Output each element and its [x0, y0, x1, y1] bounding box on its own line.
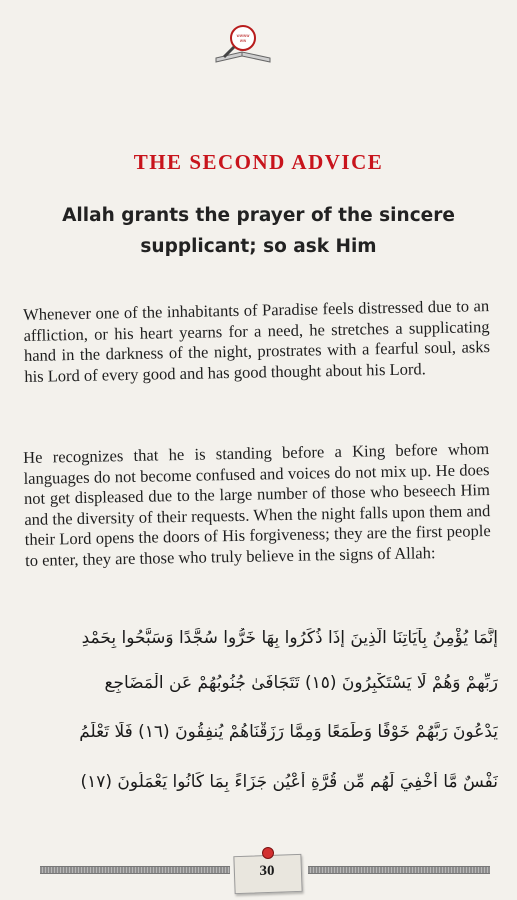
paragraph-2: He recognizes that he is standing before a King before whom languages do not become confused and voices do not mix up. He does not get displeased due to the large number of those who beseech Him and the diversity of their requests. When the night falls upon them and their Lord opens the doors of His forgiveness; they are the first people to enter, they are those who truly believe in the signs of Allah: [23, 439, 491, 570]
svg-text:ww: ww [239, 38, 247, 43]
page-number: 30 [259, 863, 275, 879]
section-subtitle [40, 200, 477, 262]
quran-verse-line-2: رَبِّهِمْ وَهُمْ لَا يَسْتَكْبِرُونَ (١٥) تَتَجَافَىٰ جُنُوبُهُمْ عَنِ الْمَضَاجِعِ [104, 673, 498, 693]
footer-rule-left [40, 866, 230, 874]
quran-verse-line-1: إِنَّمَا يُؤْمِنُ بِآيَاتِنَا الَّذِينَ إِذَا ذُكِّرُوا بِهَا خَرُّوا سُجَّدًا وَسَبَّحُوا بِحَمْدِ [81, 628, 498, 648]
section-title: THE SECOND ADVICE [133, 150, 384, 174]
quran-verse-line-4: نَفْسٌ مَّا أُخْفِيَ لَهُم مِّن قُرَّةِ أَعْيُنٍ جَزَاءً بِمَا كَانُوا يَعْمَلُونَ (١٧) [80, 772, 498, 792]
page-footer [0, 845, 517, 895]
magnifying-glass-book-logo-icon [212, 22, 274, 66]
subtitle-line-1: Allah grants the prayer of the sincere [62, 205, 455, 226]
subtitle-line-2: supplicant; so ask Him [140, 236, 377, 257]
svg-text:wwww: wwww [236, 33, 250, 38]
paragraph-1: Whenever one of the inhabitants of Paradise feels distressed due to an affliction, or his heart yearns for a need, he stretches a supplicating hand in the darkness of the night, prostrates with a fearful soul, asks his Lord of every good and has good thought about his Lord. [23, 296, 491, 386]
quran-verse-line-3: يَدْعُونَ رَبَّهُمْ خَوْفًا وَطَمَعًا وَمِمَّا رَزَقْنَاهُمْ يُنفِقُونَ (١٦) فَلَا تَعْلَمُ [79, 722, 498, 742]
pin-icon [262, 847, 274, 859]
footer-rule-right [308, 866, 490, 874]
